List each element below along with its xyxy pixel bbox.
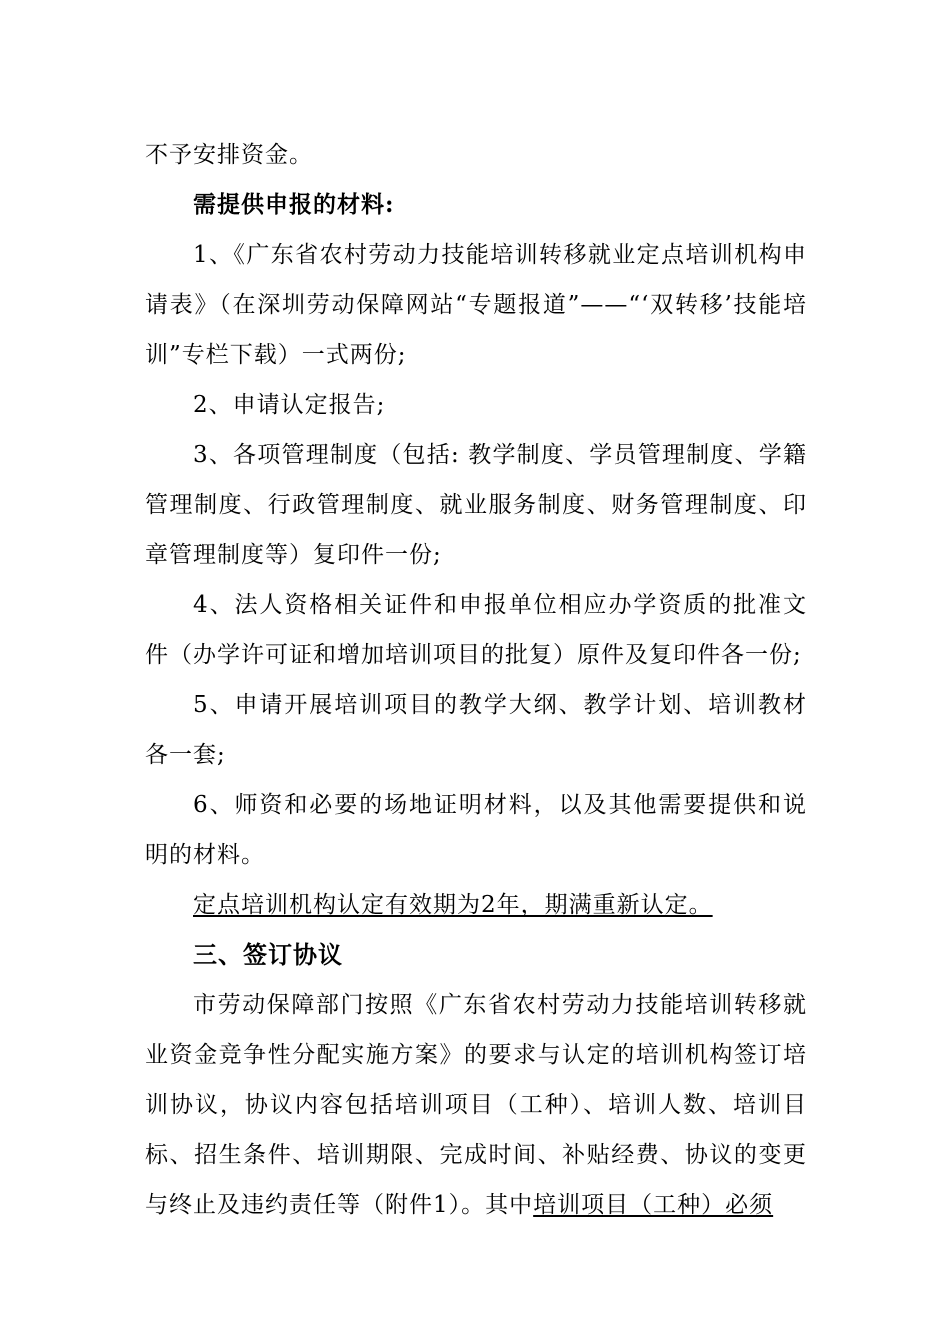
validity-note-text: 定点培训机构认定有效期为2年，期满重新认定。 — [193, 892, 713, 918]
section-3-body-underlined: 培训项目（工种）必须 — [533, 1192, 774, 1218]
material-item-5: 5、申请开展培训项目的教学大纲、教学计划、培训教材各一套; — [145, 692, 807, 768]
material-item-6: 6、师资和必要的场地证明材料，以及其他需要提供和说明的材料。 — [145, 792, 807, 868]
section-3-body-text: 市劳动保障部门按照《广东省农村劳动力技能培训转移就业资金竞争性分配实施方案》的要求与认定的培训机构签订培训协议，协议内容包括培训项目（工种）、培训人数、培训目标、招生条件、培训期限、完成时间、补贴经费、协议的变更与终止及违约责任等（附件1）。其中 — [145, 992, 807, 1218]
section-3-body — [145, 980, 807, 1230]
material-item-3: 3、各项管理制度（包括: 教学制度、学员管理制度、学籍管理制度、行政管理制度、就业服务制度、财务管理制度、印章管理制度等）复印件一份; — [145, 442, 807, 568]
materials-heading: 需提供申报的材料: — [193, 191, 395, 218]
paragraph-continuation: 不予安排资金。 — [145, 142, 313, 168]
material-item-4: 4、法人资格相关证件和申报单位相应办学资质的批准文件（办学许可证和增加培训项目的批复）原件及复印件各一份; — [145, 592, 807, 668]
material-item-1: 1、《广东省农村劳动力技能培训转移就业定点培训机构申请表》（在深圳劳动保障网站“专题报道”——“‘双转移’技能培训”专栏下载）一式两份; — [145, 242, 807, 368]
material-item-2: 2、申请认定报告; — [193, 392, 386, 418]
section-3-heading: 三、签订协议 — [193, 940, 343, 969]
validity-note — [145, 880, 807, 930]
document-body — [145, 130, 807, 1230]
